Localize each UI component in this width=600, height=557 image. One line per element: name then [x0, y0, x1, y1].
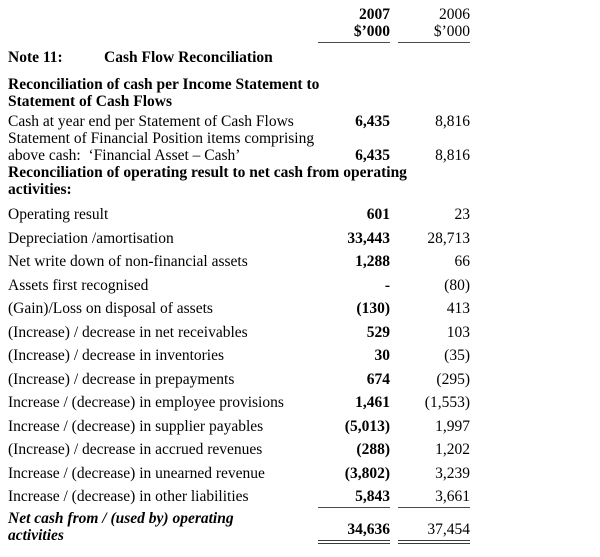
value-2007: (5,013): [344, 417, 390, 435]
table-row: [8, 300, 470, 317]
value-2007: 1,288: [355, 253, 390, 270]
total-value-2007: 34,636: [318, 521, 390, 544]
net-cash-total-label-line1: Net cash from / (used by) operating: [8, 510, 234, 527]
row-label: (Gain)/Loss on disposal of assets: [8, 300, 213, 317]
table-row: [8, 418, 470, 435]
column-unit-header-row: [8, 23, 470, 43]
value-2006: 28,713: [427, 229, 470, 247]
value-2007: 33,443: [347, 229, 390, 247]
value-2007: 5,843: [318, 488, 390, 508]
table-row: [8, 130, 470, 147]
operating-rows-block: [8, 206, 470, 508]
value-2007: 30: [374, 347, 390, 364]
row-label: (Increase) / decrease in prepayments: [8, 370, 235, 388]
value-2007: (130): [356, 300, 390, 317]
value-2006: (1,553): [424, 394, 470, 411]
row-label: Depreciation /amortisation: [8, 229, 174, 247]
table-row: [8, 488, 470, 508]
value-2007: 6,435: [355, 147, 390, 164]
value-2006: 3,661: [398, 488, 470, 508]
value-2006: (295): [436, 370, 470, 388]
value-2006: 103: [446, 323, 470, 341]
note-title-line: [8, 49, 470, 66]
table-row: [8, 277, 470, 294]
cash-reconciliation-heading-line1: Reconciliation of cash per Income Statement to: [8, 76, 320, 93]
value-2006: 1,997: [435, 417, 470, 435]
row-label: Increase / (decrease) in supplier payables: [8, 417, 264, 435]
row-label: Assets first recognised: [8, 276, 149, 294]
net-cash-total-label-line2: activities: [8, 527, 64, 544]
unit-header-2006: $’000: [398, 23, 470, 43]
year-header-2006: 2006: [439, 6, 470, 23]
value-2007: (288): [356, 441, 390, 458]
note-number-label: Note 11:: [8, 49, 63, 66]
note-title: Cash Flow Reconciliation: [104, 49, 273, 66]
value-2006: (35): [444, 347, 470, 364]
row-label: Increase / (decrease) in other liabilities: [8, 488, 249, 505]
value-2007: 674: [366, 370, 390, 388]
table-row: [8, 441, 470, 458]
row-label: (Increase) / decrease in inventories: [8, 347, 225, 364]
value-2007: 1,461: [355, 394, 390, 411]
column-year-header-row: [8, 6, 470, 23]
operating-reconciliation-heading-line1: Reconciliation of operating result to net cash from operating: [8, 164, 407, 181]
table-row: [8, 113, 470, 130]
cash-reconciliation-heading: [8, 76, 470, 110]
value-2006: 8,816: [435, 147, 470, 164]
value-2006: 23: [454, 206, 470, 223]
row-label: Net write down of non-financial assets: [8, 253, 248, 270]
net-cash-total-label: [8, 510, 318, 544]
row-label: (Increase) / decrease in accrued revenues: [8, 441, 263, 458]
table-row: [8, 465, 470, 482]
value-2006: (80): [444, 276, 470, 294]
operating-reconciliation-heading-line2: activities:: [8, 181, 72, 198]
table-row: [8, 394, 470, 411]
value-2007: -: [384, 276, 390, 294]
table-row: [8, 347, 470, 364]
value-2006: 8,816: [435, 113, 470, 130]
operating-reconciliation-heading: [8, 164, 470, 198]
row-label: Increase / (decrease) in unearned revenue: [8, 464, 265, 482]
cash-rows-block: [8, 113, 470, 164]
row-label: Operating result: [8, 206, 109, 223]
net-cash-total-row: [8, 510, 470, 544]
year-header-2007: 2007: [359, 6, 390, 23]
cash-reconciliation-heading-line2: Statement of Cash Flows: [8, 93, 173, 110]
unit-header-2007: $’000: [318, 23, 390, 43]
total-value-2006: 37,454: [398, 521, 470, 544]
value-2007: (3,802): [344, 464, 390, 482]
row-label: above cash: ‘Financial Asset – Cash’: [8, 147, 241, 164]
row-label: (Increase) / decrease in net receivables: [8, 323, 248, 341]
row-label: Increase / (decrease) in employee provisions: [8, 394, 284, 411]
row-label: Statement of Financial Position items comprising: [8, 130, 315, 147]
table-row: [8, 147, 470, 164]
value-2006: 413: [446, 300, 470, 317]
table-row: [8, 324, 470, 341]
value-2007: 529: [366, 323, 390, 341]
table-row: [8, 371, 470, 388]
row-label: Cash at year end per Statement of Cash Flows: [8, 113, 294, 130]
value-2006: 66: [454, 253, 470, 270]
value-2006: 3,239: [435, 464, 470, 482]
value-2006: 1,202: [435, 441, 470, 458]
table-row: [8, 230, 470, 247]
value-2007: 601: [366, 206, 390, 223]
value-2007: 6,435: [355, 113, 390, 130]
table-row: [8, 253, 470, 270]
table-row: [8, 206, 470, 223]
